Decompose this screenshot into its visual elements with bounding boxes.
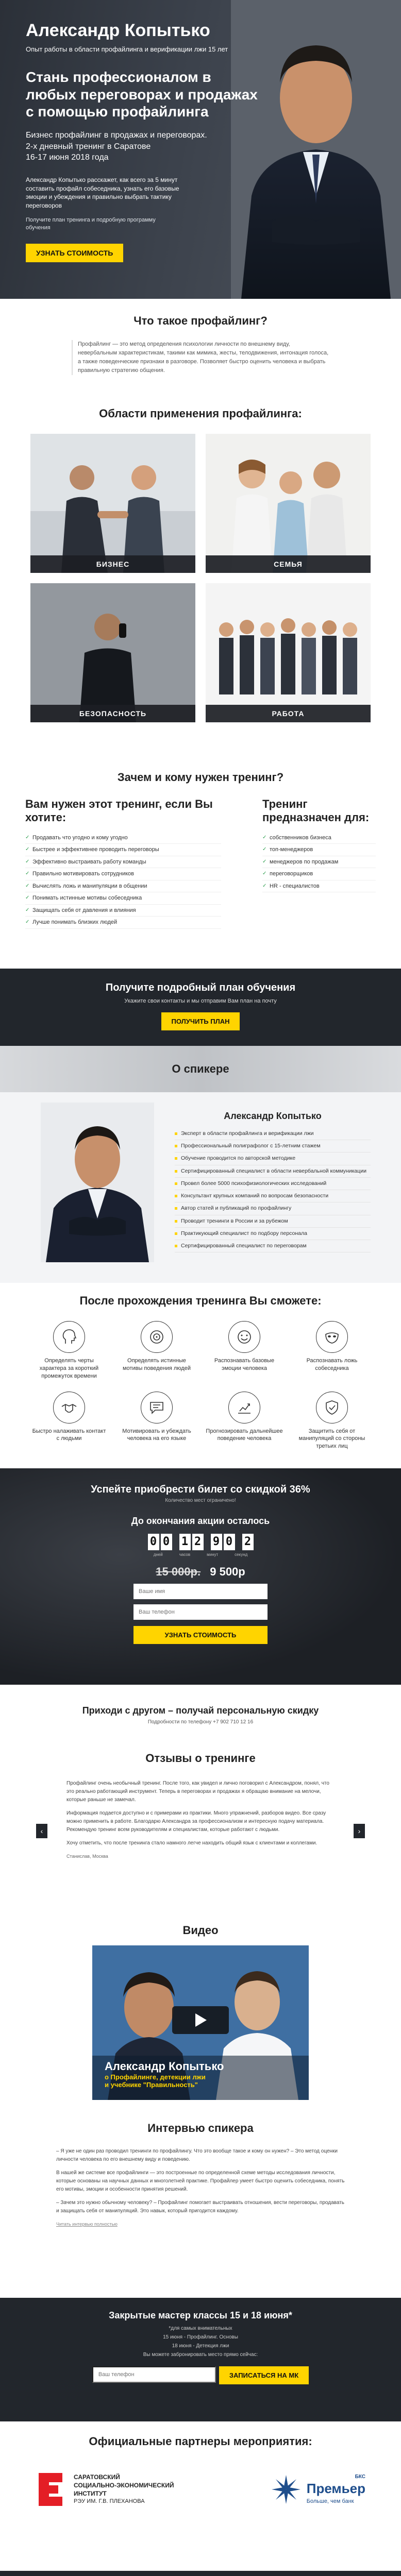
review-paragraph: Хочу отметить, что после тренинга стало намного легче находить общий язык с клиентами и коллегами. [66,1840,318,1846]
timer-label: секунд [235,1552,248,1557]
interview-section [0,2117,401,2298]
area-caption: СЕМЬЯ [206,555,371,573]
list-item: ✓ собственников бизнеса [262,832,376,844]
list-item: Практикующий специалист по подбору персонала [175,1228,371,1240]
friend-title: Приходи с другом – получай персональную скидку [82,1705,319,1716]
video-caption: о Профайлинге, детекции лжи [105,2073,206,2081]
skill-item [118,1392,195,1451]
partner-bcs-tagline: Больше, чем банк [306,2498,354,2505]
mask-icon [316,1321,348,1353]
hero-subtitle: Опыт работы в области профайлинга и верификации лжи 15 лет [26,45,228,53]
hero-headline: Стань профессионалом в любых переговорах и продажах с помощью профайлинга [26,69,258,120]
list-item: Консультант крупных компаний по вопросам безопасности [175,1190,371,1202]
what-text: Профайлинг — это метод определения психологии личности по внешнему виду, невербальным характеристикам, такими как мимика, жесты, телодвижения, интонация голоса, а также поведенческие признаки в разговоре. Позволяет быстро оценить человека и выбрать правильную стратегию общения. [72,340,329,375]
phone-input[interactable] [133,1604,268,1620]
read-more-link[interactable]: Читать интервью полностью [56,2222,118,2227]
reviews-title: Отзывы о тренинге [145,1752,256,1765]
bcs-star-icon [271,2474,302,2505]
skill-text: Быстро налаживать контакт с людьми [32,1428,106,1442]
masterclass-phone-input[interactable] [92,2366,216,2383]
list-item: ✓ Защищать себя от давления и влияния [25,905,221,917]
list-item: Эксперт в области профайлинга и верификации лжи [175,1128,371,1140]
masterclass-line: Вы можете забронировать место прямо сейчас: [143,2352,258,2358]
speaker-banner [0,1046,401,1092]
hero-lead [26,130,258,163]
partner-line: ИНСТИТУТ [74,2489,107,2497]
list-item: ✓ Вычислять ложь и манипуляции в общении [25,880,221,893]
list-item: Профессиональный полиграфолог с 15-летним стажем [175,1140,371,1153]
target-icon [141,1321,173,1353]
area-tile-business [30,434,195,573]
masterclass-line: 18 июня - Детекция лжи [172,2343,229,2349]
next-arrow-icon[interactable]: › [354,1824,365,1838]
skill-text: Мотивировать и убеждать человека на его языке [122,1428,191,1442]
speaker-photo [41,1103,154,1262]
prev-arrow-icon[interactable]: ‹ [36,1824,47,1838]
partner-logo-sei [36,2469,174,2510]
old-price: 15 000р. [156,1565,201,1578]
timer-labels [0,1552,401,1557]
offer-section [0,1468,401,1685]
who-right-title: Тренинг предназначен для: [262,798,370,824]
list-item: ✓ Продавать что угодно и кому угодно [25,832,221,844]
timer-digit: 9 [211,1534,222,1550]
list-item: ✓ Понимать истинные мотивы собеседника [25,892,221,905]
plan-subtitle: Укажите свои контакты и мы отправим Вам план на почту [124,998,277,1004]
skill-text: Распознавать базовые эмоции человека [214,1358,275,1371]
skill-text: Определять черты характера за короткий промежуток времени [39,1358,99,1379]
timer-digit: 2 [192,1534,204,1550]
hero-cta-button[interactable]: УЗНАТЬ СТОИМОСТЬ [26,244,123,262]
hero-lead-line2: 2-х дневный тренинг в Саратове [26,142,151,151]
video-player[interactable] [92,1945,309,2100]
hero-lead-line1: Бизнес профайлинг в продажах и переговорах. [26,130,207,140]
video-title: Видео [182,1924,219,1937]
list-item: ✓ менеджеров по продажам [262,856,376,869]
partners-section [0,2421,401,2571]
list-item: ✓ переговорщиков [262,868,376,880]
what-title: Что такое профайлинг? [133,314,268,327]
interview-paragraph: В нашей же системе все профайлинги — это построенные по определенной схеме методы исследования личности, которые основаны на научных данных и многолетней практике. Профайлер умеет быстро оценить собеседника, понять его мотивы, эмоции и особенности принятия решений. [56,2170,345,2192]
skill-item [293,1392,371,1451]
skill-item [206,1392,283,1451]
masterclass-details [0,2324,401,2359]
timer-digit: 0 [224,1534,235,1550]
area-caption: БЕЗОПАСНОСТЬ [30,705,195,722]
area-caption: РАБОТА [206,705,371,722]
timer-label: дней [153,1552,163,1557]
skill-text: Распознавать ложь собеседника [306,1358,358,1371]
timer-title: До окончания акции осталось [131,1516,270,1526]
skill-item [30,1321,108,1380]
partners-title: Официальные партнеры мероприятия: [89,2435,312,2448]
area-tile-family [206,434,371,573]
list-item: Сертифицированный специалист в области невербальной коммуникации [175,1165,371,1178]
plan-title: Получите подробный план обучения [105,982,296,993]
list-item: ✓ Быстрее и эффективнее проводить переговоры [25,844,221,856]
interview-text [56,2147,345,2228]
list-item: ✓ HR - специалистов [262,880,376,893]
what-is-section [0,299,401,397]
skill-text: Определять истинные мотивы поведения людей [123,1358,191,1371]
name-input[interactable] [133,1584,268,1599]
price-block [0,1565,401,1579]
who-title: Зачем и кому нужен тренинг? [117,771,284,784]
skill-text: Прогнозировать дальнейшее поведение человека [206,1428,283,1442]
who-left-title: Вам нужен этот тренинг, если Вы хотите: [25,798,213,824]
skill-item [206,1321,283,1380]
skill-item [118,1321,195,1380]
partner-line: СОЦИАЛЬНО-ЭКОНОМИЧЕСКИЙ [74,2482,174,2489]
partner-line: САРАТОВСКИЙ [74,2473,120,2481]
areas-section [0,397,401,762]
masterclass-signup-button[interactable]: ЗАПИСАТЬСЯ НА МК [219,2366,309,2384]
timer-digit: 1 [179,1534,191,1550]
skills-title: После прохождения тренинга Вы сможете: [79,1294,322,1307]
area-tile-security [30,583,195,722]
speaker-name: Александр Копытько [224,1111,322,1121]
review-paragraph: Информация подается доступно и с примерами из практики. Много упражнений, разборов видео. Все сразу можно применить в работе. Благодарю Александра за профессионализм и интересную подачу материала. Рекомендую тренинг всем руководителям и специалистам, которые работают с людьми. [66,1810,326,1833]
get-plan-button[interactable]: ПОЛУЧИТЬ ПЛАН [161,1012,240,1030]
speaker-section [0,1046,401,1283]
hero-note: Получите план тренинга и подробную программу обучения [26,216,156,231]
countdown-timer [0,1534,401,1550]
list-item: ✓ Правильно мотивировать сотрудников [25,868,221,880]
video-name: Александр Копытько [105,2060,224,2073]
skills-section [0,1283,401,1468]
timer-digit: 0 [161,1534,172,1550]
offer-title: Успейте приобрести билет со скидкой 36% [91,1484,310,1495]
speech-icon [141,1392,173,1423]
skill-item [293,1321,371,1380]
list-item: Проводит тренинги в России и за рубежом [175,1215,371,1228]
timer-digit: 2 [242,1534,254,1550]
masterclass-line: *для самых внимательных [169,2326,232,2331]
reviews-section [0,1747,401,1922]
video-section [0,1922,401,2117]
interview-paragraph: – Я уже не один раз проводил тренинги по профайлингу. Что это вообще такое и кому он нужен? – Это метод оценки личности человека по его внешнему виду и поведению. [56,2148,338,2162]
partner-logo-bcs [271,2473,365,2505]
offer-subtitle: Количество мест ограничено! [165,1498,236,1503]
friend-subtitle: Подробности по телефону +7 902 710 12 16 [147,1719,254,1725]
hero-lead-line3: 16-17 июня 2018 года [26,153,109,162]
video-caption: и учебнике "Правильность" [105,2081,198,2089]
timer-label: минут [207,1552,219,1557]
chart-icon [228,1392,260,1423]
work-photo [206,583,371,722]
review-text [66,1780,335,1860]
timer-label: часов [179,1552,191,1557]
list-item: Провел более 5000 психофизиологических исследований [175,1178,371,1190]
masterclass-line: 15 июня - Профайлинг. Основы [163,2334,238,2340]
hero-name: Александр Копытько [26,21,210,40]
who-section [0,762,401,969]
contact-section [0,2571,401,2576]
business-photo [30,434,195,573]
handshake-icon [53,1392,85,1423]
list-item: ✓ Лучше понимать близких людей [25,917,221,929]
area-caption: БИЗНЕС [30,555,195,573]
areas-title: Области применения профайлинга: [99,407,302,420]
review-paragraph: Профайлинг очень необычный тренинг. После того, как увидел и лично поговорил с Александром, понял, что это реально работающий инструмент. Теперь в переговорах и продажах я обращаю внимание на мелочи, которые раньше не замечал. [66,1781,329,1803]
new-price: 9 500р [210,1565,245,1578]
security-photo [30,583,195,722]
sei-logo-icon [36,2469,69,2510]
timer-digit: 0 [148,1534,159,1550]
list-item: Сертифицированный специалист по переговорам [175,1240,371,1252]
review-signature: Станислав, Москва [66,1854,108,1859]
skill-item [30,1392,108,1451]
video-overlay [105,2060,224,2089]
list-item: ✓ Эффективно выстраивать работу команды [25,856,221,869]
interview-paragraph: – Зачем это нужно обычному человеку? – Профайлинг помогает выстраивать отношения, вести переговоры, продавать и защищать себя от манипуляций. Это навык, который пригодится каждому. [56,2200,344,2214]
list-item: ✓ топ-менеджеров [262,844,376,856]
head-profile-icon [53,1321,85,1353]
hero-section [0,0,401,299]
family-photo [206,434,371,573]
partner-bcs-name: Премьер [306,2481,365,2497]
interview-title: Интервью спикера [147,2122,254,2134]
friend-section [0,1685,401,1747]
speaker-title: О спикере [172,1062,229,1075]
area-tile-work [206,583,371,722]
smile-icon [228,1321,260,1353]
plan-section [0,969,401,1046]
masterclass-section [0,2298,401,2421]
partner-bcs-top: БКС [355,2474,365,2480]
hero-description: Александр Копытько расскажет, как всего за 5 минут составить профайл собеседника, узнать его базовые эмоции и убеждения и правильно выбрать тактику переговоров [26,176,179,210]
partner-line: РЭУ ИМ. Г.В. ПЛЕХАНОВА [74,2498,145,2505]
list-item: Обучение проводится по авторской методике [175,1153,371,1165]
masterclass-title: Закрытые мастер классы 15 и 18 июня* [109,2310,292,2320]
skill-text: Защитить себя от манипуляций со стороны третьих лиц [298,1428,365,1450]
offer-cta-button[interactable]: УЗНАТЬ СТОИМОСТЬ [133,1626,268,1644]
list-item: Автор статей и публикаций по профайлингу [175,1202,371,1215]
shield-icon [316,1392,348,1423]
